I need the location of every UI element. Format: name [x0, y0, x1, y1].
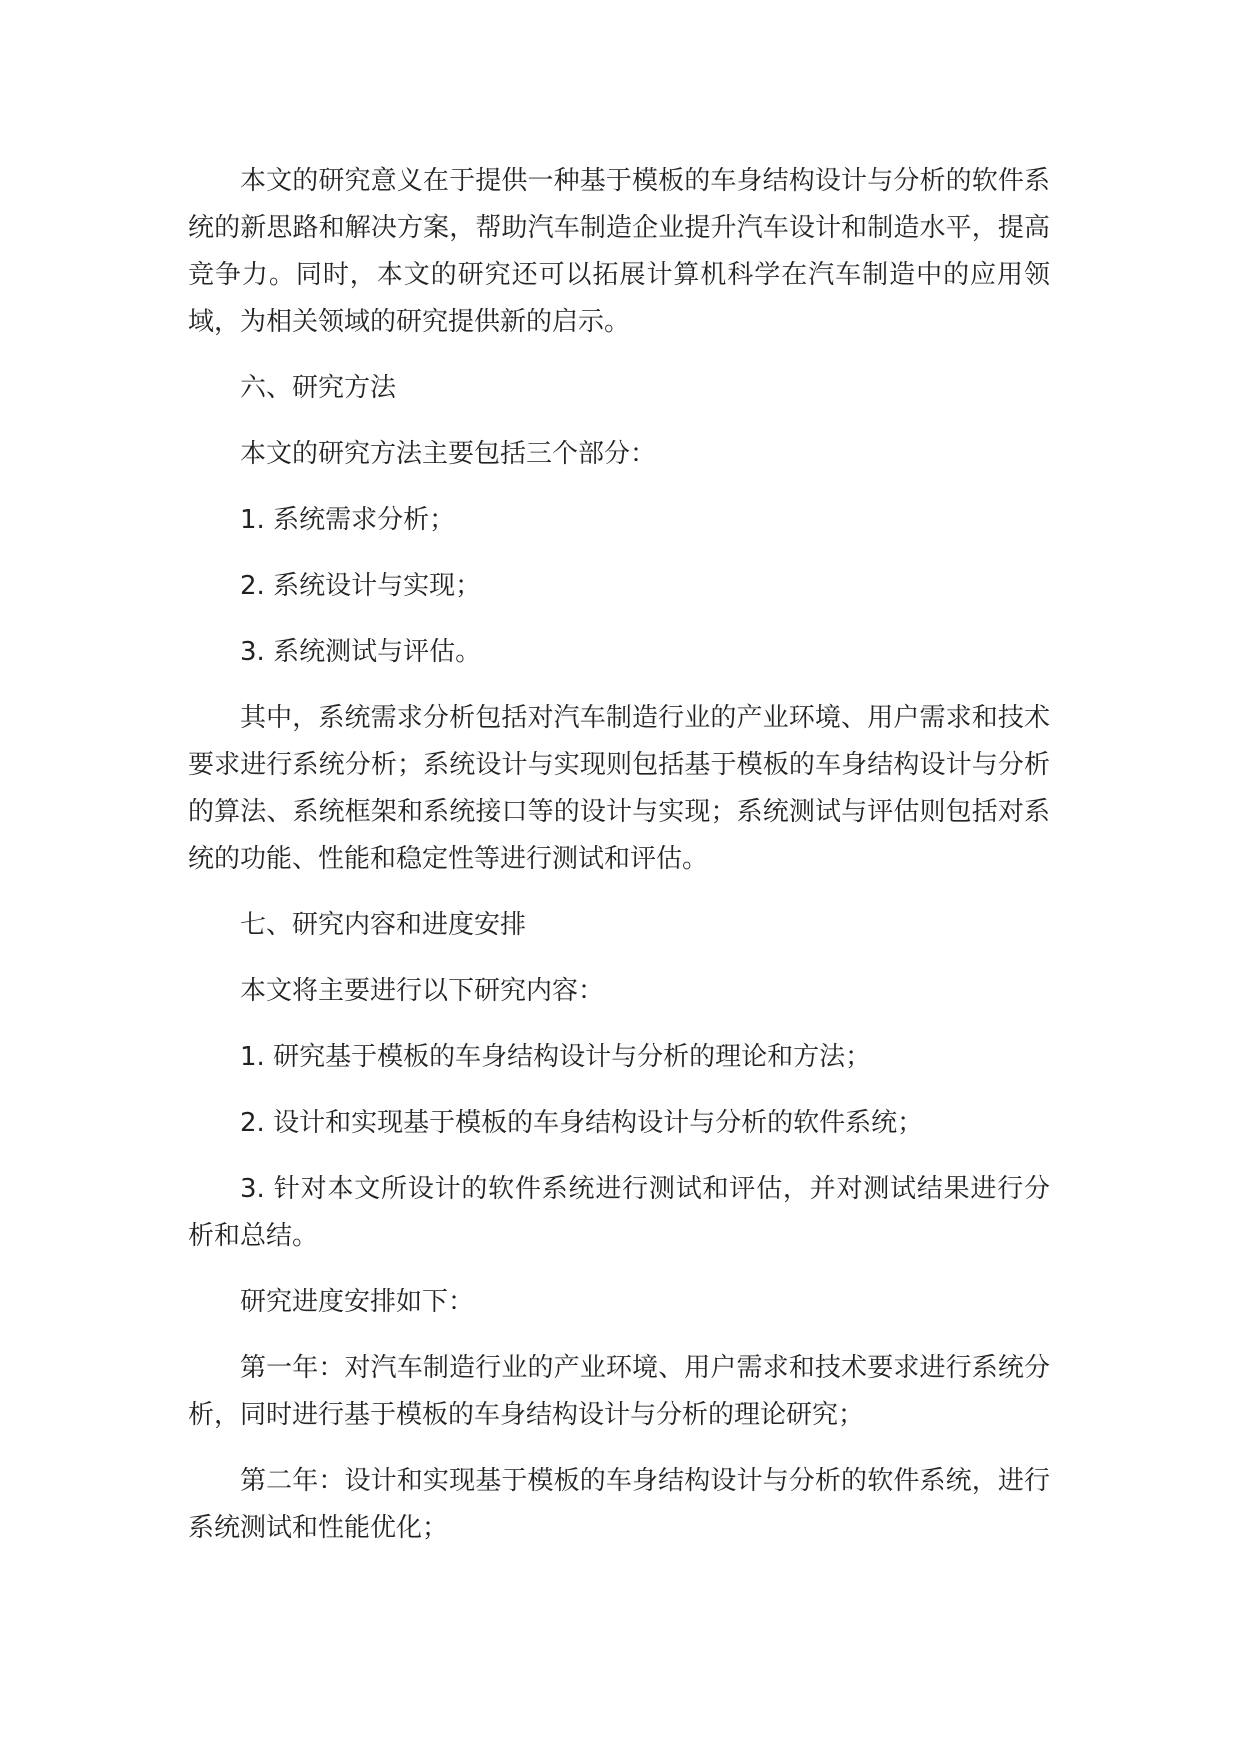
paragraph-content-intro: 本文将主要进行以下研究内容：: [240, 976, 605, 1006]
section-heading-research-methods: 六、研究方法: [240, 373, 397, 403]
paragraph-schedule-intro: 研究进度安排如下：: [240, 1287, 475, 1317]
list-item-methods-1: 1. 系统需求分析；: [240, 505, 456, 535]
section-heading-content-schedule: 七、研究内容和进度安排: [240, 910, 527, 940]
list-item-content-3: 3. 针对本文所设计的软件系统进行测试和评估，并对测试结果进行分析和总结。: [188, 1174, 1050, 1251]
paragraph-methods-intro: 本文的研究方法主要包括三个部分：: [240, 439, 657, 469]
schedule-item-year-1: 第一年：对汽车制造行业的产业环境、用户需求和技术要求进行系统分析，同时进行基于模板的车身结构设计与分析的理论研究；: [188, 1353, 1050, 1430]
list-item-methods-3: 3. 系统测试与评估。: [240, 637, 482, 667]
schedule-item-year-2: 第二年：设计和实现基于模板的车身结构设计与分析的软件系统，进行系统测试和性能优化；: [188, 1466, 1050, 1543]
list-item-content-1: 1. 研究基于模板的车身结构设计与分析的理论和方法；: [240, 1042, 872, 1072]
list-item-methods-2: 2. 系统设计与实现；: [240, 571, 482, 601]
paragraph-methods-detail: 其中，系统需求分析包括对汽车制造行业的产业环境、用户需求和技术要求进行系统分析；系统设计与实现则包括基于模板的车身结构设计与分析的算法、系统框架和系统接口等的设计与实现；系统测试与评估则包括对系统的功能、性能和稳定性等进行测试和评估。: [188, 703, 1050, 874]
document-body: [188, 158, 1050, 1571]
paragraph-research-significance: 本文的研究意义在于提供一种基于模板的车身结构设计与分析的软件系统的新思路和解决方案，帮助汽车制造企业提升汽车设计和制造水平，提高竞争力。同时，本文的研究还可以拓展计算机科学在汽车制造中的应用领域，为相关领域的研究提供新的启示。: [188, 166, 1050, 337]
list-item-content-2: 2. 设计和实现基于模板的车身结构设计与分析的软件系统；: [240, 1108, 924, 1138]
